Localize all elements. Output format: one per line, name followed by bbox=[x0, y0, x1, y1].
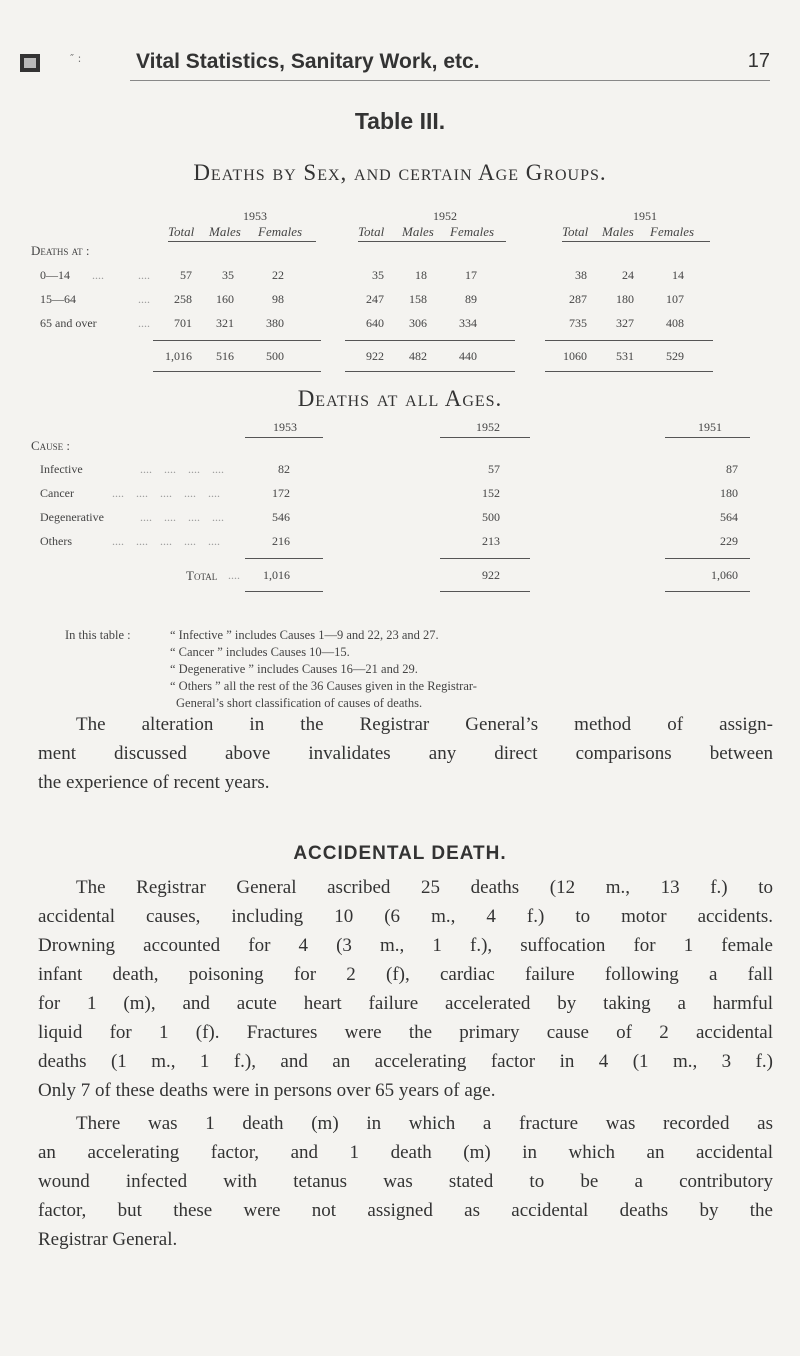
table-cell: 24 bbox=[622, 268, 634, 282]
total-rule bbox=[440, 558, 530, 559]
table-cell: 306 bbox=[409, 316, 427, 330]
year-heading: 1952 bbox=[476, 420, 500, 434]
table-cell: 35 bbox=[222, 268, 234, 282]
paragraph-accidental bbox=[38, 873, 773, 1105]
note-line: “ Infective ” includes Causes 1—9 and 22, 23 and 27. bbox=[170, 628, 439, 642]
text-line: Drowning accounted for 4 (3 m., 1 f.), suffocation for 1 female bbox=[38, 935, 773, 956]
total-rule bbox=[345, 371, 515, 372]
total-cell: 440 bbox=[459, 349, 477, 363]
text-line: for 1 (m), and acute heart failure accelerated by taking a harmful bbox=[38, 993, 773, 1014]
table-cell: 152 bbox=[482, 486, 500, 500]
table-cell: 14 bbox=[672, 268, 684, 282]
page-number: 17 bbox=[747, 50, 770, 72]
table-row-label: Cancer bbox=[40, 486, 74, 500]
header-speck: ″ : bbox=[70, 52, 82, 65]
subhead-males: Males bbox=[209, 224, 241, 239]
text-line: ment discussed above invalidates any direct comparisons between bbox=[38, 743, 773, 764]
column-rule bbox=[245, 437, 323, 438]
total-rule bbox=[245, 558, 323, 559]
table-cell: 18 bbox=[415, 268, 427, 282]
text-line: wound infected with tetanus was stated to be a contributory bbox=[38, 1171, 773, 1192]
table-cell: 564 bbox=[720, 510, 738, 524]
text-line: liquid for 1 (f). Fractures were the primary cause of 2 accidental bbox=[38, 1022, 773, 1043]
table-cell: 216 bbox=[272, 534, 290, 548]
column-rule bbox=[358, 241, 506, 242]
table-cell: 327 bbox=[616, 316, 634, 330]
text-line: factor, but these were not assigned as accidental deaths by the bbox=[38, 1200, 773, 1221]
table-cell: 158 bbox=[409, 292, 427, 306]
column-rule bbox=[562, 241, 710, 242]
subhead-total: Total bbox=[358, 224, 385, 239]
total-rule bbox=[153, 340, 321, 341]
total-rule bbox=[440, 591, 530, 592]
year-heading: 1951 bbox=[633, 209, 657, 223]
table-row-label: 0—14 bbox=[40, 268, 70, 282]
subhead-males: Males bbox=[402, 224, 434, 239]
table-cell: 546 bbox=[272, 510, 290, 524]
sex-table-title: Deaths by Sex, and certain Age Groups. bbox=[193, 160, 607, 185]
table-cell: 287 bbox=[569, 292, 587, 306]
running-header bbox=[20, 50, 770, 86]
total-rule bbox=[545, 340, 713, 341]
total-cell: 1,016 bbox=[263, 568, 290, 582]
total-cell: 516 bbox=[216, 349, 234, 363]
subhead-total: Total bbox=[168, 224, 195, 239]
text-line: accidental causes, including 10 (6 m., 4 f.) to motor accidents. bbox=[38, 906, 773, 927]
text-line: The alteration in the Registrar General’s method of assign- bbox=[76, 714, 773, 735]
table-row-label: 65 and over bbox=[40, 316, 97, 330]
paragraph-fracture bbox=[38, 1109, 773, 1254]
table-cell: 408 bbox=[666, 316, 684, 330]
total-cell: 922 bbox=[482, 568, 500, 582]
column-rule bbox=[440, 437, 530, 438]
table-cell: 22 bbox=[272, 268, 284, 282]
table-cell: 57 bbox=[180, 268, 192, 282]
note-line: “ Degenerative ” includes Causes 16—21 and 29. bbox=[170, 662, 418, 676]
table-cell: 321 bbox=[216, 316, 234, 330]
table-cell: 213 bbox=[482, 534, 500, 548]
note-line: “ Cancer ” includes Causes 10—15. bbox=[170, 645, 350, 659]
leader-dots: .... bbox=[92, 268, 104, 282]
table-cell: 89 bbox=[465, 292, 477, 306]
table-cell: 57 bbox=[488, 462, 500, 476]
note-line: “ Others ” all the rest of the 36 Causes given in the Registrar- bbox=[170, 679, 477, 693]
text-line: The Registrar General ascribed 25 deaths (12 m., 13 f.) to bbox=[76, 877, 773, 898]
total-cell: 1,060 bbox=[711, 568, 738, 582]
note-line: General’s short classification of causes of deaths. bbox=[176, 696, 423, 710]
table-cell: 180 bbox=[720, 486, 738, 500]
crest-icon bbox=[20, 54, 40, 72]
notes-list bbox=[170, 627, 770, 712]
table-title: Table III. bbox=[354, 108, 446, 134]
total-cell: 482 bbox=[409, 349, 427, 363]
total-rule bbox=[153, 371, 321, 372]
row-header: Deaths at : bbox=[31, 243, 90, 258]
table-cell: 229 bbox=[720, 534, 738, 548]
column-rule bbox=[168, 241, 316, 242]
row-header: Cause : bbox=[31, 438, 71, 453]
leader-dots: .... .... .... .... bbox=[140, 510, 224, 524]
text-line: the experience of recent years. bbox=[38, 772, 270, 793]
table-row-label: 15—64 bbox=[40, 292, 76, 306]
table-cell: 98 bbox=[272, 292, 284, 306]
subhead-males: Males bbox=[602, 224, 634, 239]
total-cell: 922 bbox=[366, 349, 384, 363]
total-rule bbox=[345, 340, 515, 341]
total-rule bbox=[245, 591, 323, 592]
paragraph-alteration bbox=[38, 710, 773, 797]
total-cell: 531 bbox=[616, 349, 634, 363]
total-cell: 1,016 bbox=[165, 349, 192, 363]
running-title: Vital Statistics, Sanitary Work, etc. bbox=[136, 50, 480, 73]
subhead-total: Total bbox=[562, 224, 589, 239]
leader-dots: .... .... .... .... .... bbox=[112, 486, 220, 500]
year-heading: 1951 bbox=[698, 420, 722, 434]
total-cell: 529 bbox=[666, 349, 684, 363]
year-heading: 1953 bbox=[273, 420, 297, 434]
table-cell: 87 bbox=[726, 462, 738, 476]
table-cell: 107 bbox=[666, 292, 684, 306]
table-cell: 258 bbox=[174, 292, 192, 306]
table-cell: 160 bbox=[216, 292, 234, 306]
total-rule bbox=[665, 558, 750, 559]
notes-intro: In this table : bbox=[65, 628, 131, 642]
header-rule bbox=[130, 80, 770, 81]
text-line: Only 7 of these deaths were in persons over 65 years of age. bbox=[38, 1080, 496, 1101]
table-cell: 180 bbox=[616, 292, 634, 306]
subhead-females: Females bbox=[258, 224, 303, 239]
text-line: deaths (1 m., 1 f.), and an accelerating factor in 4 (1 m., 3 f.) bbox=[38, 1051, 773, 1072]
cause-table-title: Deaths at all Ages. bbox=[297, 386, 503, 411]
table-cell: 735 bbox=[569, 316, 587, 330]
section-heading: ACCIDENTAL DEATH. bbox=[293, 843, 507, 864]
total-rule bbox=[545, 371, 713, 372]
leader-dots: .... .... .... .... bbox=[140, 462, 224, 476]
text-line: There was 1 death (m) in which a fracture was recorded as bbox=[76, 1113, 773, 1134]
table-cell: 640 bbox=[366, 316, 384, 330]
table-cell: 35 bbox=[372, 268, 384, 282]
column-rule bbox=[665, 437, 750, 438]
table-cell: 38 bbox=[575, 268, 587, 282]
leader-dots: .... bbox=[138, 268, 150, 282]
subhead-females: Females bbox=[650, 224, 695, 239]
table-cell: 334 bbox=[459, 316, 477, 330]
table-cell: 172 bbox=[272, 486, 290, 500]
leader-dots: .... bbox=[138, 292, 150, 306]
year-heading: 1952 bbox=[433, 209, 457, 223]
text-line: an accelerating factor, and 1 death (m) in which an accidental bbox=[38, 1142, 773, 1163]
leader-dots: .... bbox=[138, 316, 150, 330]
total-label: Total bbox=[186, 568, 218, 583]
table-cell: 247 bbox=[366, 292, 384, 306]
table-row-label: Degenerative bbox=[40, 510, 104, 524]
total-cell: 500 bbox=[266, 349, 284, 363]
leader-dots: .... bbox=[228, 568, 240, 582]
year-heading: 1953 bbox=[243, 209, 267, 223]
text-line: infant death, poisoning for 2 (f), cardiac failure following a fall bbox=[38, 964, 773, 985]
table-row-label: Others bbox=[40, 534, 72, 548]
total-rule bbox=[665, 591, 750, 592]
table-cell: 500 bbox=[482, 510, 500, 524]
text-line: Registrar General. bbox=[38, 1229, 178, 1250]
total-cell: 1060 bbox=[563, 349, 587, 363]
table-cell: 82 bbox=[278, 462, 290, 476]
table-cell: 380 bbox=[266, 316, 284, 330]
leader-dots: .... .... .... .... .... bbox=[112, 534, 220, 548]
table-cell: 17 bbox=[465, 268, 477, 282]
table-cell: 701 bbox=[174, 316, 192, 330]
table-row-label: Infective bbox=[40, 462, 83, 476]
subhead-females: Females bbox=[450, 224, 495, 239]
